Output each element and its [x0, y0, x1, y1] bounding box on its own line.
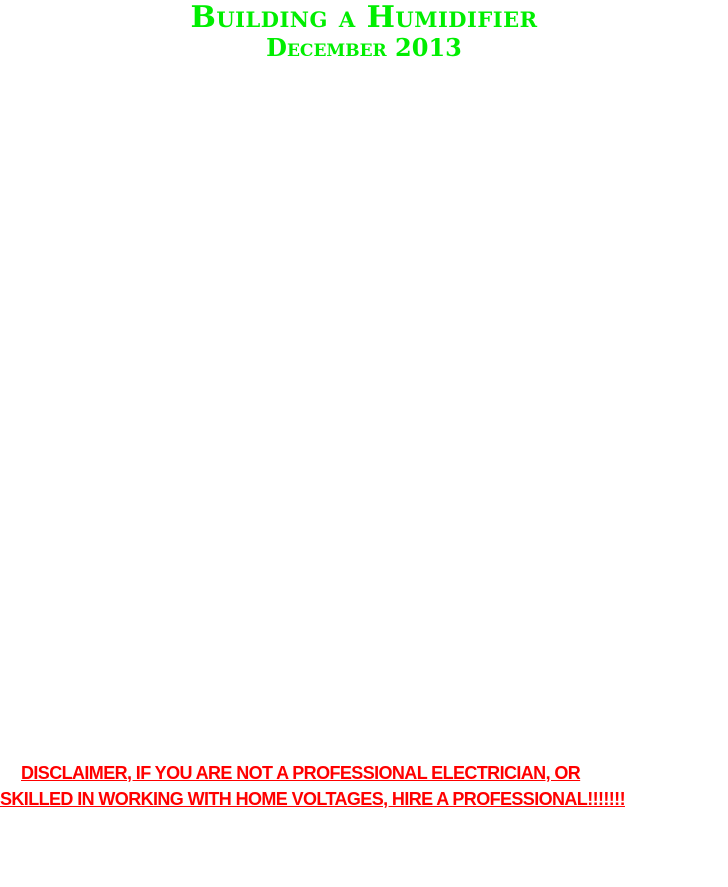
page-header	[0, 2, 728, 60]
disclaimer-line-1: DISCLAIMER, IF YOU ARE NOT A PROFESSIONAL ELECTRICIAN, OR	[21, 763, 581, 783]
page-date: December 2013	[266, 32, 462, 62]
disclaimer-notice	[0, 760, 728, 812]
page-title: Building a Humidifier	[190, 0, 538, 35]
disclaimer-line-2: SKILLED IN WORKING WITH HOME VOLTAGES, HIRE A PROFESSIONAL!!!!!!!	[0, 789, 625, 809]
